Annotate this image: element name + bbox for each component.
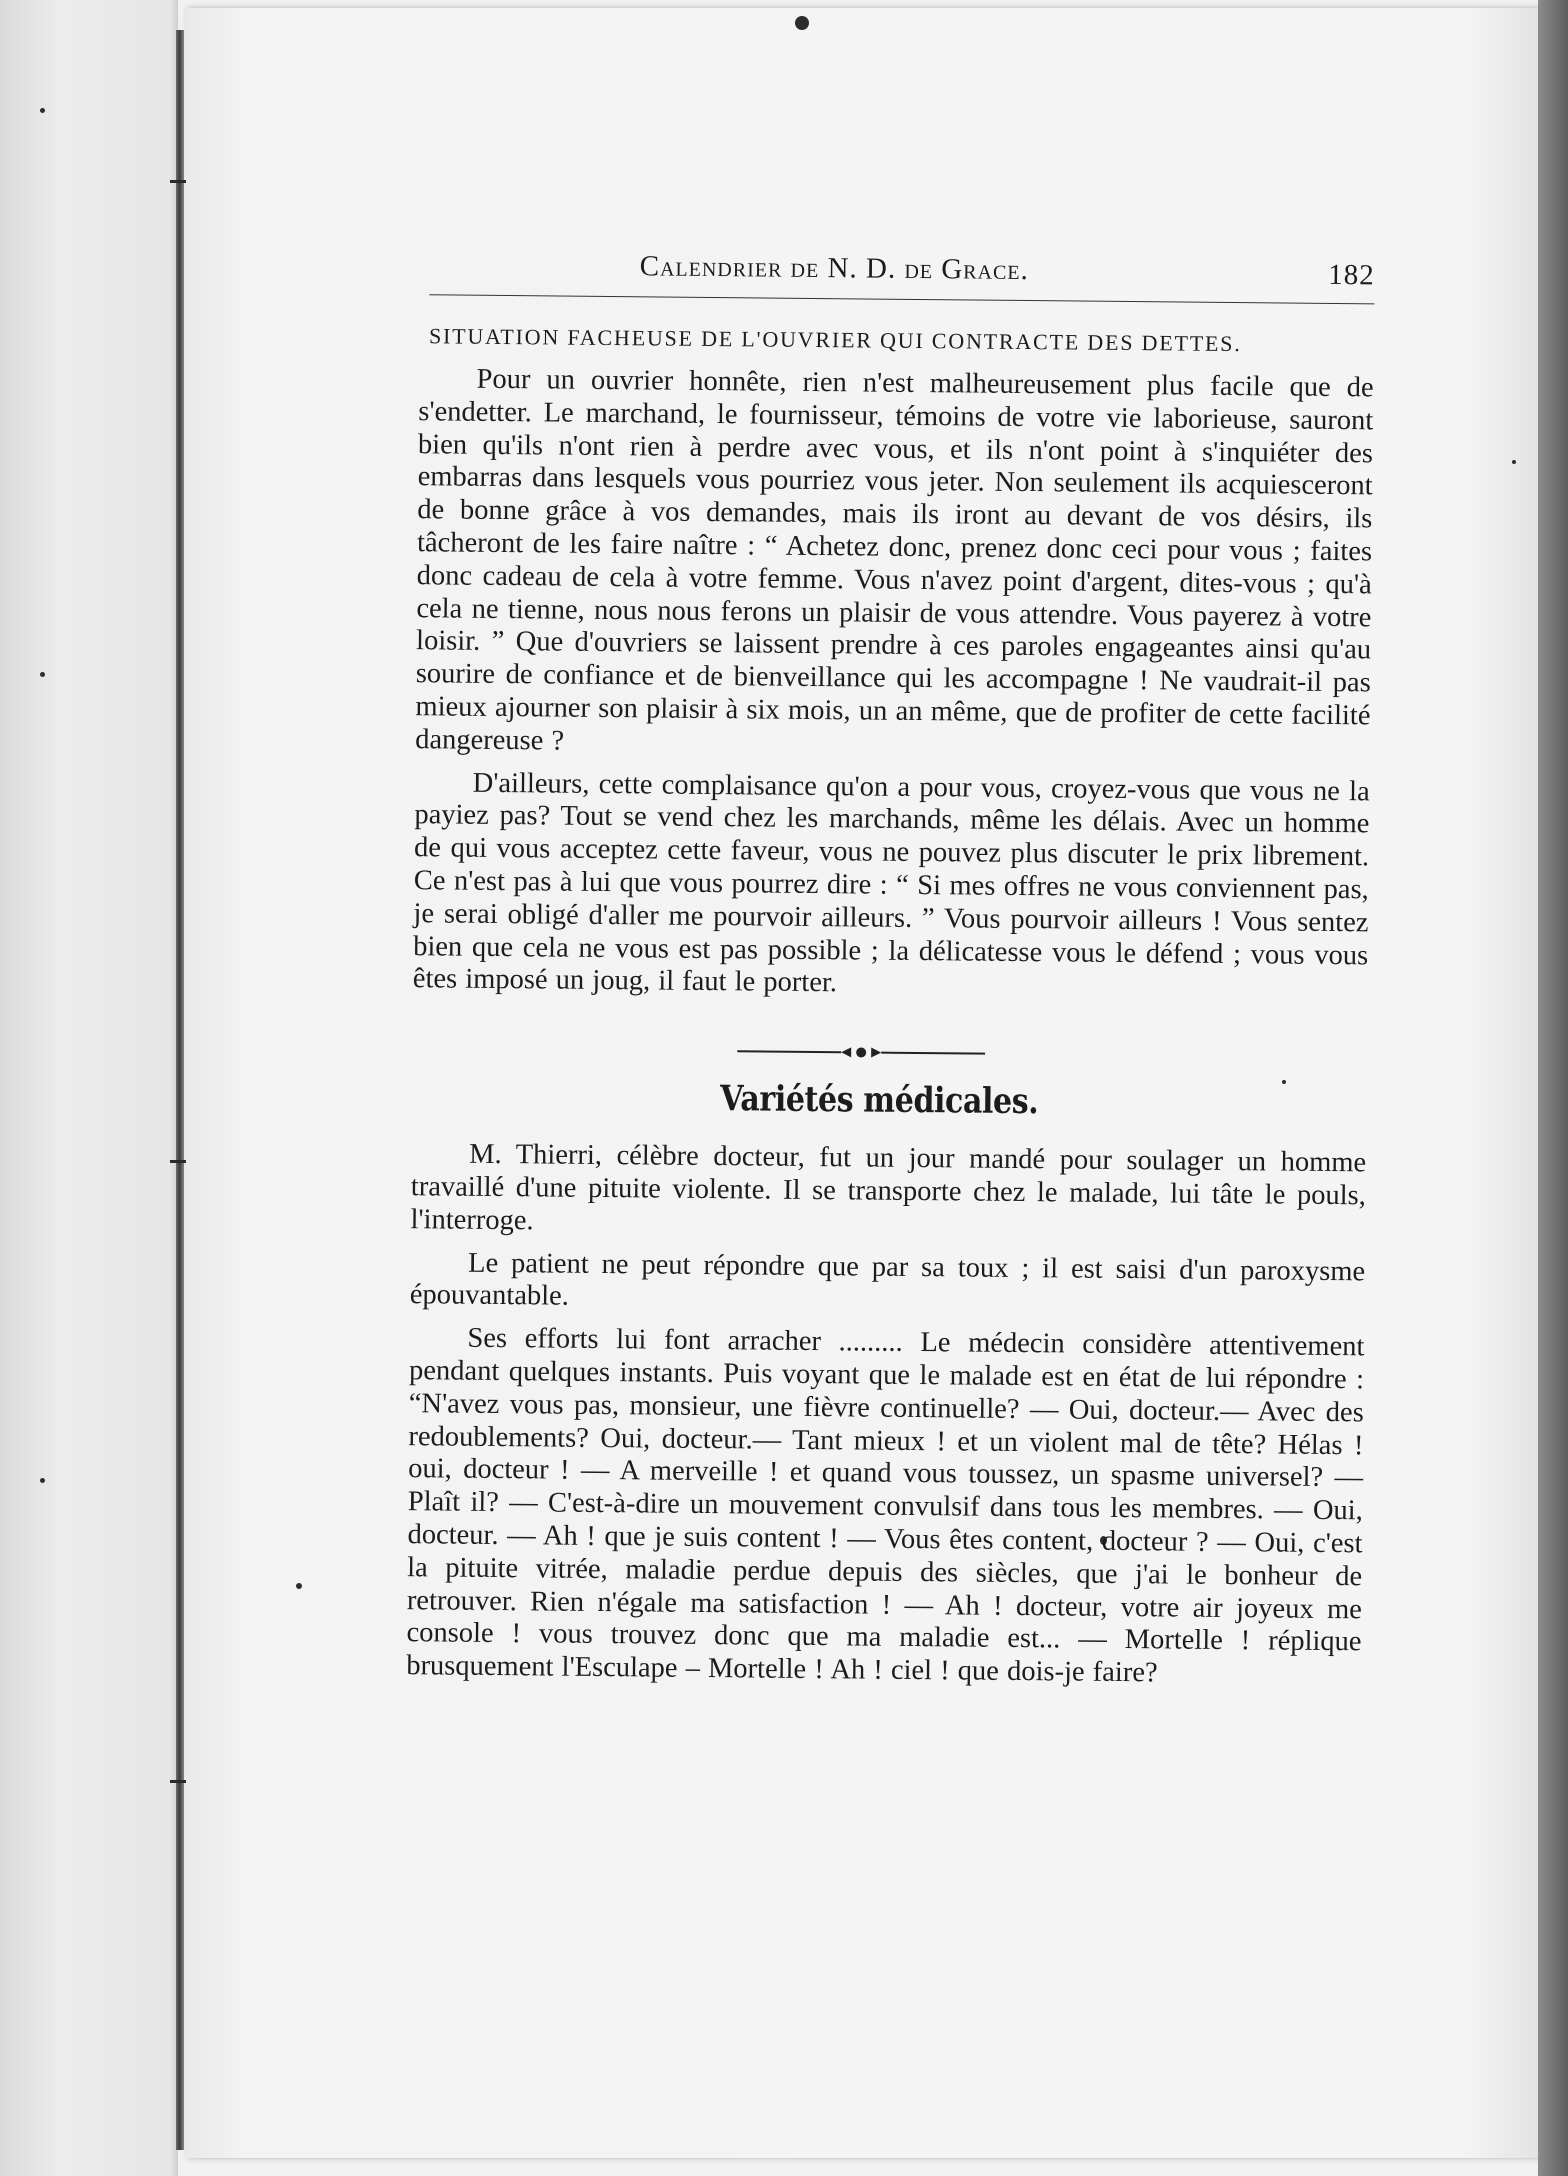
paragraph: M. Thierri, célèbre docteur, fut un jour mandé pour soulager un homme travaillé d'une pituite violente. Il se transporte chez le malade, lui tâte le pouls, l'interroge. [410, 1138, 1367, 1237]
paragraph: Ses efforts lui font arracher ......... Le médecin considère attentivement pendant quelques instants. Puis voyant que le malade est en état de lui répondre : “N'avez vous pas, monsieur, une fièvre continuelle? — Oui, docteur.— Avec des redoublements? Oui, docteur.— Tant mieux ! et un violent mal de tête? Hélas ! oui, docteur ! — A merveille ! et quand vous toussez, un spasme universel? — Plaît il? — C'est-à-dire un mouvement convulsif dans tous les membres. — Oui, docteur. — Ah ! que je suis content ! — Vous êtes content, docteur ? — Oui, c'est la pituite vitrée, maladie perdue depuis des siècles, que j'ai le bonheur de retrouver. Rien n'égale ma satisfaction ! — Ah ! docteur, votre air joyeux me console ! vous trouvez donc que ma maladie est... — Mortelle ! réplique brusquement l'Esculape – Mortelle ! Ah ! ciel ! que dois-je faire? [406, 1322, 1365, 1689]
paragraph: Le patient ne peut répondre que par sa toux ; il est saisi d'un paroxysme épouvantable. [409, 1247, 1366, 1312]
running-head-title: Calendrier de N. D. de Grace. [639, 250, 1030, 287]
page-number: 182 [1328, 258, 1375, 292]
page-edge-shadow [1538, 0, 1568, 2176]
section-heading: SITUATION FACHEUSE DE L'OUVRIER QUI CONTRACTE DES DETTES. [428, 323, 1242, 357]
left-page-margin [0, 0, 178, 2176]
speck [40, 672, 45, 677]
speck [40, 108, 45, 113]
speck [296, 1583, 302, 1589]
article-body [386, 1138, 1366, 1692]
article-title: Variétés médicales. [719, 1078, 1039, 1123]
speck [1512, 460, 1516, 464]
ornament-divider [737, 1039, 985, 1065]
speck [795, 16, 809, 30]
section-body [393, 363, 1374, 1005]
speck [40, 1478, 45, 1483]
paragraph: D'ailleurs, cette complaisance qu'on a pour vous, croyez-vous que vous ne la payiez pas? Tout se vend chez les marchands, même les délais. Avec un homme de qui vous acceptez cette faveur, vous ne pouvez plus discuter le prix librement. Ce n'est pas à lui que vous pourrez dire : “ Si mes offres ne vous conviennent pas, je serai obligé d'aller me pourvoir ailleurs. ” Vous pourvoir ailleurs ! Vous sentez bien que cela ne vous est pas possible ; la délicatesse vous le défend ; vous vous êtes imposé un joug, il faut le porter. [412, 767, 1370, 999]
page-content [386, 236, 1375, 1702]
running-head [400, 236, 1375, 297]
paragraph: Pour un ouvrier honnête, rien n'est malheureusement plus facile que de s'endetter. Le marchand, le fournisseur, témoins de votre vie laborieuse, sauront bien qu'ils n'ont rien à perdre avec vous, et ils n'ont point à s'inquiéter des embarras dans lesquels vous pourriez vous jeter. Non seulement ils acquiesceront de bonne grâce à vos demandes, mais ils iront au devant de vos désirs, ils tâcheront de les faire naître : “ Achetez donc, prenez donc ceci pour vous ; faites donc cadeau de cela à votre femme. Vous n'avez point d'argent, dites-vous ; qu'à cela ne tienne, nous nous ferons un plaisir de vous attendre. Vous payerez à votre loisir. ” Que d'ouvriers se laissent prendre à ces paroles engageantes ainsi qu'au sourire de confiance et de bienveillance qui les accompagne ! Ne vaudrait-il pas mieux ajourner son plaisir à six mois, un an même, que de profiter de cette facilité dangereuse ? [415, 363, 1374, 757]
book-gutter [176, 30, 184, 2150]
